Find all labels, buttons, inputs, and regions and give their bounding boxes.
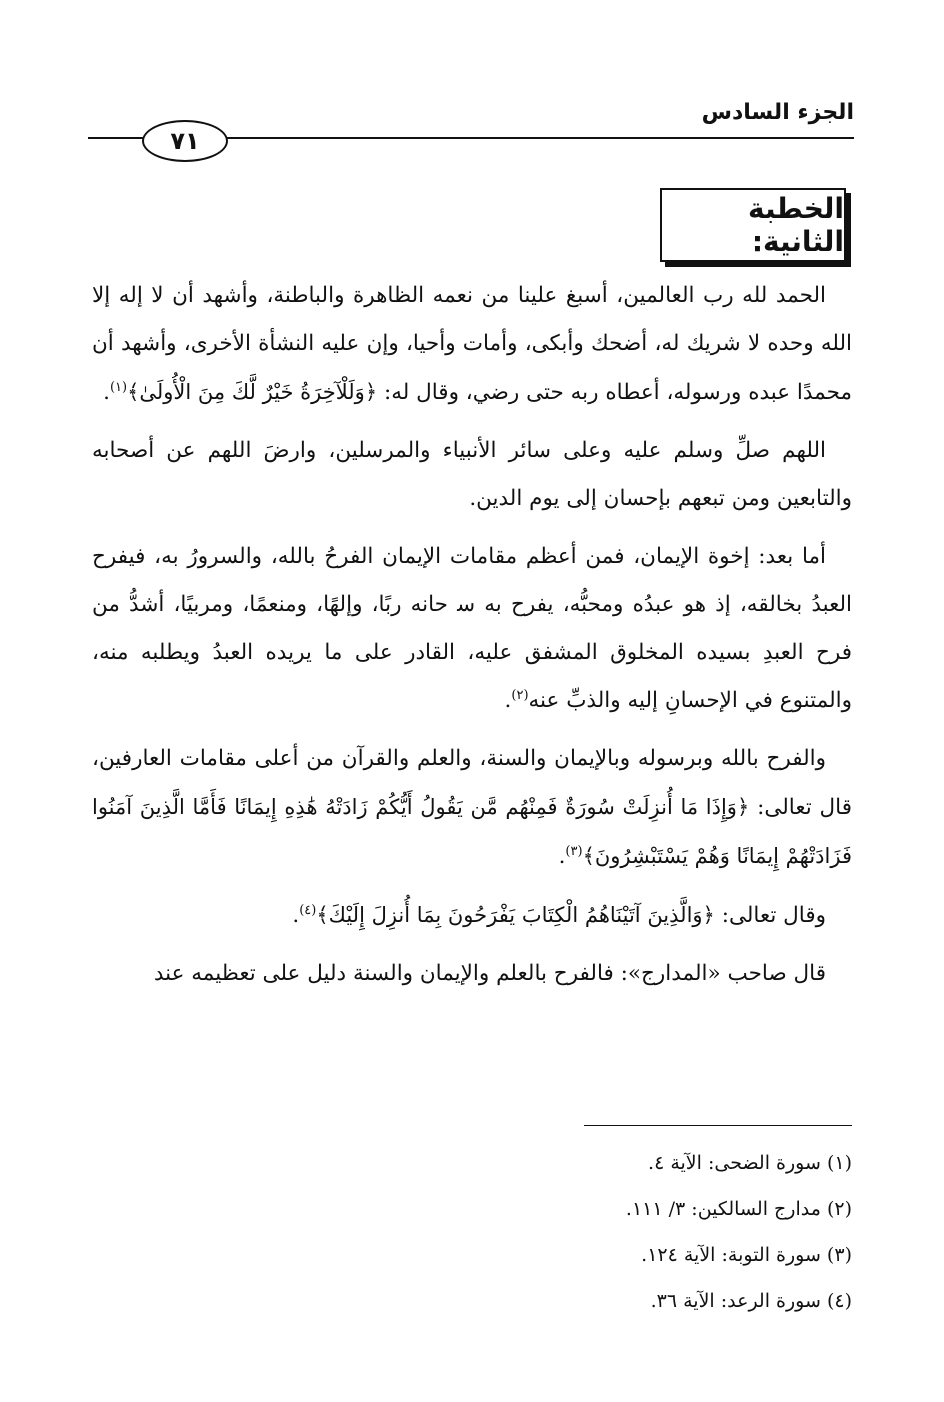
- footnote-ref-4: (٤): [299, 902, 317, 918]
- paragraph-2: [92, 427, 852, 523]
- footnotes: [92, 1140, 852, 1324]
- paragraph-1-end: .: [103, 380, 110, 405]
- paragraph-3-end: .: [504, 688, 512, 713]
- paragraph-6-text: قال صاحب «المدارج»: فالفرح بالعلم والإيمان والسنة دليل على تعظيمه عند: [153, 961, 826, 986]
- footnote-4: (٤) سورة الرعد: الآية ٣٦.: [650, 1290, 852, 1312]
- paragraph-5-text: وقال تعالى:: [721, 903, 826, 928]
- footnote-ref-2: (٢): [511, 687, 529, 703]
- footnote-rule: [584, 1125, 852, 1126]
- paragraph-4-end: .: [558, 844, 566, 869]
- footnote-ref-3: (٣): [565, 843, 583, 859]
- quran-verse-2: ﴿وَإِذَا مَا أُنزِلَتْ سُورَةٌ فَمِنْهُم مَّن يَقُولُ أَيُّكُمْ زَادَتْهُ هَٰذِهِ إِيمَانًا فَأَمَّا الَّذِينَ آمَنُوا فَزَادَتْهُمْ إِيمَانًا وَهُمْ يَسْتَبْشِرُونَ﴾: [92, 795, 852, 868]
- paragraph-5: [92, 891, 852, 940]
- body-text: [92, 272, 852, 1008]
- footnote-ref-1: (١): [109, 379, 128, 395]
- footnote-3: (٣) سورة التوبة: الآية ١٢٤.: [641, 1244, 852, 1266]
- paragraph-1-text: الحمد لله رب العالمين، أسبغ علينا من نعمه الظاهرة والباطنة، وأشهد أن لا إله إلا الله وحده لا شريك له، أضحك وأبكى، وأمات وأحيا، وإن عليه النشأة الأخرى، وأشهد أن محمدًا عبده ورسوله، أعطاه ربه حتى رضي، وقال له:: [92, 283, 852, 405]
- paragraph-4-text: والفرح بالله وبرسوله وبالإيمان والسنة، والعلم والقرآن من أعلى مقامات العارفين، قال تعالى:: [92, 746, 852, 820]
- paragraph-3: [92, 533, 852, 725]
- paragraph-3-text: أما بعد: إخوة الإيمان، فمن أعظم مقامات الإيمان الفرحُ بالله، والسرورُ به، فيفرح العبدُ بخالقه، إذ هو عبدُه ومحبُّه، يفرح به ﺳ حانه ربًا، وإلهًا، ومنعمًا، ومربيًا، أشدُّ من فرح العبدِ بسيده المخلوق المشفق عليه، القادر على ما يريده العبدُ ويطلبه منه، والمتنوع في الإحسانِ إليه والذبِّ عنه: [92, 544, 852, 713]
- paragraph-2-text: اللهم صلِّ وسلم عليه وعلى سائر الأنبياء والمرسلين، وارضَ اللهم عن أصحابه والتابعين ومن تبعهم بإحسان إلى يوم الدين.: [92, 438, 852, 511]
- footnote-2: (٢) مدارج السالكين: ٣/ ١١١.: [625, 1198, 852, 1220]
- paragraph-1: [92, 272, 852, 417]
- page-number: ٧١: [142, 120, 228, 162]
- footnote-1: (١) سورة الضحى: الآية ٤.: [648, 1152, 852, 1174]
- quran-verse-3: ﴿وَالَّذِينَ آتَيْنَاهُمُ الْكِتَابَ يَفْرَحُونَ بِمَا أُنزِلَ إِلَيْكَ﴾: [316, 903, 715, 927]
- running-head: الجزء السادس: [701, 100, 854, 125]
- paragraph-4: [92, 735, 852, 881]
- paragraph-5-end: .: [292, 903, 300, 928]
- paragraph-6: [92, 950, 852, 998]
- quran-verse-1: ﴿وَلَلْآخِرَةُ خَيْرٌ لَّكَ مِنَ الْأُولَىٰ﴾: [127, 380, 378, 404]
- section-title: الخطبة الثانية:: [660, 188, 846, 262]
